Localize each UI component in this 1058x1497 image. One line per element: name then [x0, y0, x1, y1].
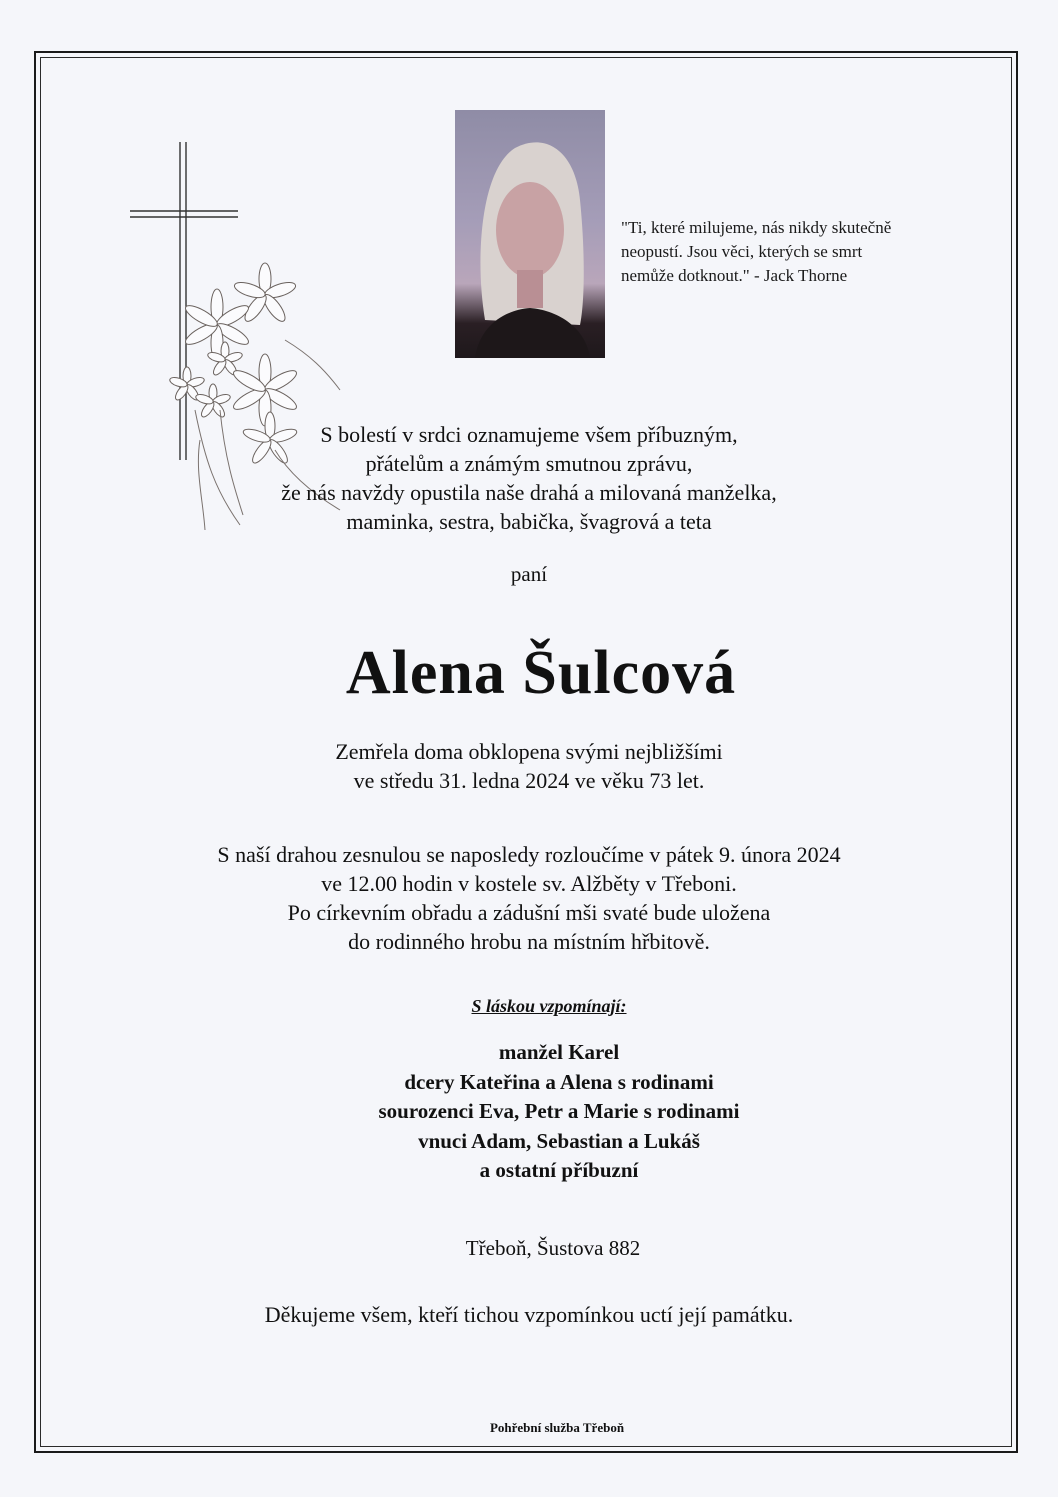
- mourner-item: manžel Karel: [498, 1040, 620, 1064]
- memory-heading: S láskou vzpomínají:: [471, 996, 627, 1016]
- quote-line: neopustí. Jsou věci, kterých se smrt: [621, 242, 863, 261]
- intro-line: S bolestí v srdci oznamujeme všem příbuzným,: [320, 422, 738, 447]
- mourner-item: sourozenci Eva, Petr a Marie s rodinami: [378, 1099, 740, 1123]
- death-line: ve středu 31. ledna 2024 ve věku 73 let.: [353, 768, 705, 793]
- intro-line: maminka, sestra, babička, švagrová a teta: [346, 509, 712, 534]
- mourners-list: [0, 1038, 1058, 1186]
- funeral-line: S naší drahou zesnulou se naposledy rozloučíme v pátek 9. února 2024: [217, 842, 841, 867]
- funeral-line: ve 12.00 hodin v kostele sv. Alžběty v Třeboni.: [321, 871, 737, 896]
- intro-line: přátelům a známým smutnou zprávu,: [365, 451, 693, 476]
- mourner-item: vnuci Adam, Sebastian a Lukáš: [418, 1128, 700, 1153]
- death-line: Zemřela doma obklopena svými nejbližšími: [335, 739, 723, 764]
- mourner-item: a ostatní příbuzní: [479, 1158, 639, 1182]
- funeral-line: do rodinného hrobu na místním hřbitově.: [348, 929, 710, 954]
- portrait-photo: [455, 110, 605, 358]
- quote-line: "Ti, které milujeme, nás nikdy skutečně: [621, 218, 892, 237]
- intro-line: že nás navždy opustila naše drahá a milovaná manželka,: [281, 480, 777, 505]
- deceased-name: Alena Šulcová: [345, 639, 737, 707]
- thanks-line: Děkujeme všem, kteří tichou vzpomínkou uctí její památku.: [264, 1302, 794, 1327]
- title-prefix: paní: [510, 562, 548, 586]
- funeral-details: [0, 840, 1058, 956]
- quote-line: nemůže dotknout." - Jack Thorne: [621, 266, 848, 285]
- announcement-intro: [0, 420, 1058, 536]
- funeral-service-footer: Pohřební služba Třeboň: [489, 1420, 625, 1435]
- funeral-line: Po církevním obřadu a zádušní mši svaté bude uložena: [287, 900, 771, 925]
- death-details: [0, 737, 1058, 795]
- quote: [621, 216, 981, 288]
- address: Třeboň, Šustova 882: [465, 1236, 641, 1260]
- mourner-item: dcery Kateřina a Alena s rodinami: [404, 1069, 714, 1094]
